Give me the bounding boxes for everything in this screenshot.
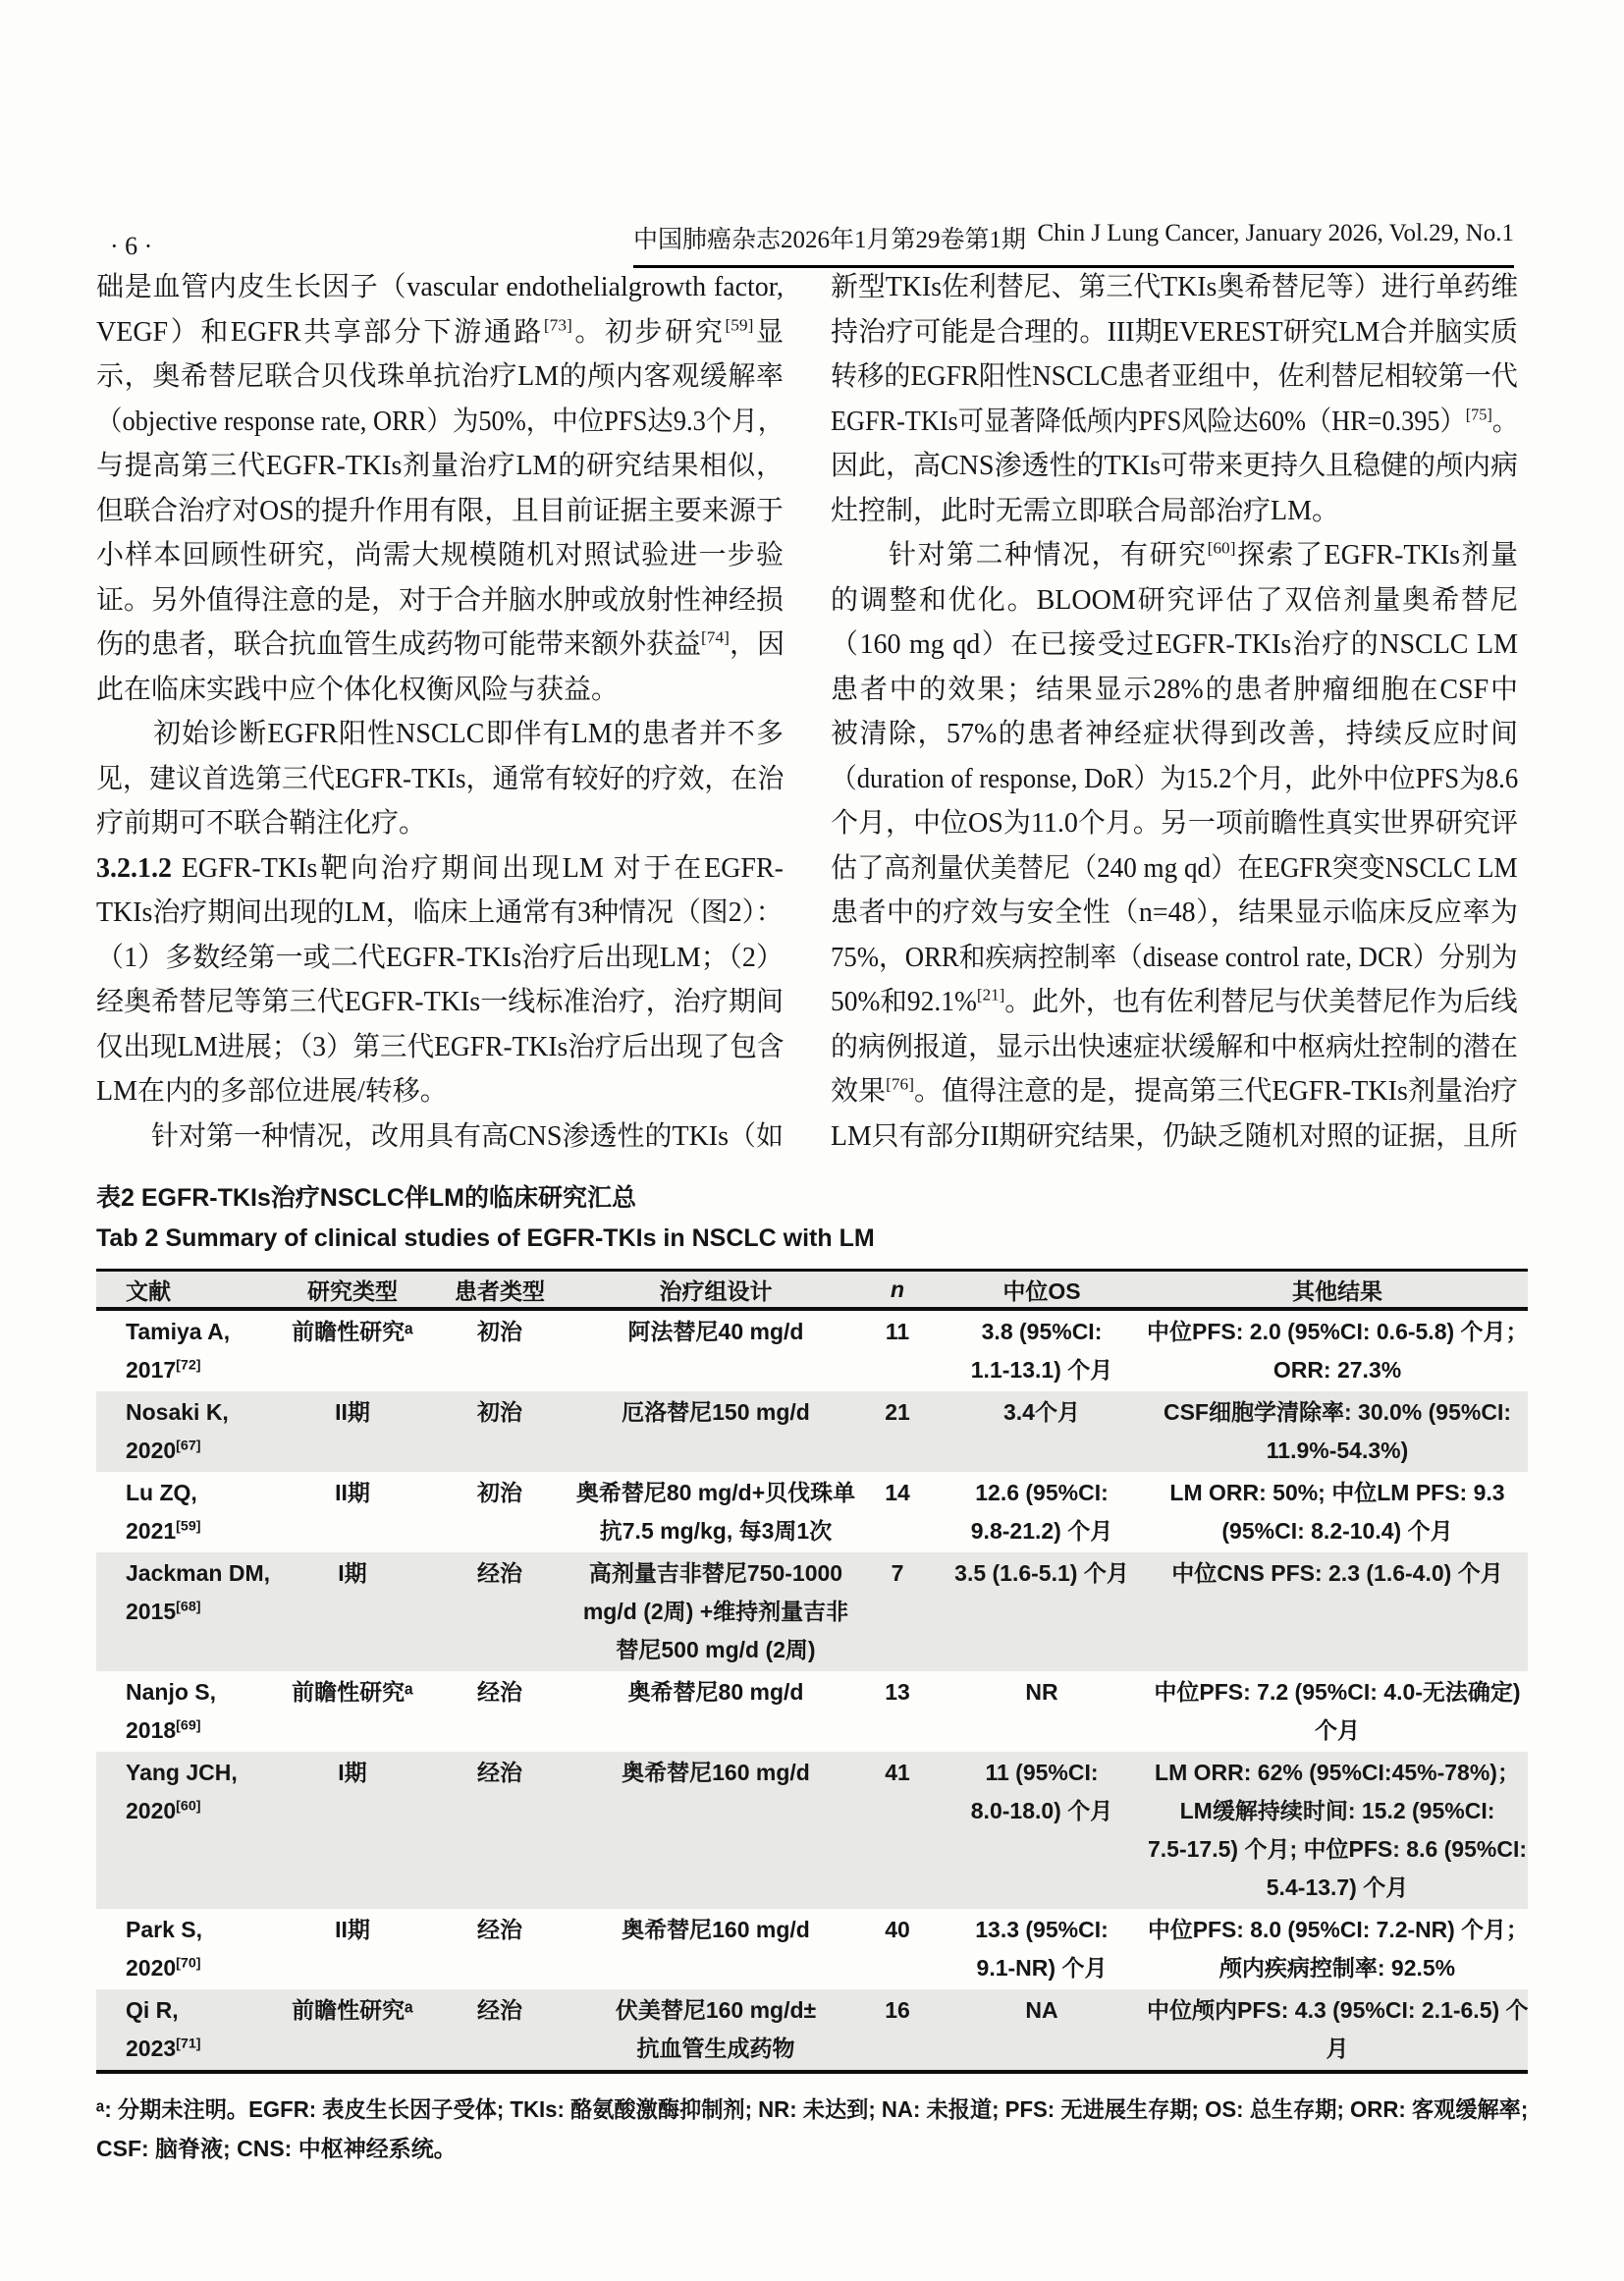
table-cell xyxy=(573,1671,858,1752)
table-cell xyxy=(279,1909,426,1989)
text-line: 前瞻性研究ᵃ xyxy=(292,1997,413,2023)
text-line: 阿法替尼40 mg/d xyxy=(627,1319,804,1344)
text-line: 9.1-NR) 个月 xyxy=(976,1955,1108,1981)
text-line: 前瞻性研究ᵃ xyxy=(292,1679,413,1705)
column-header-treatment-design: 治疗组设计 xyxy=(659,1277,773,1304)
text-line: 与提高第三代EGFR-TKIs剂量治疗LM的研究结果相似， xyxy=(96,451,784,481)
text-line: 2015[68] xyxy=(126,1599,201,1624)
text-line: 11 xyxy=(885,1319,910,1344)
text-line: 患者中的效果；结果显示28%的患者肿瘤细胞在CSF中 xyxy=(831,674,1518,705)
journal-title-en: Chin J Lung Cancer, January 2026, Vol.29, No.1 xyxy=(1037,220,1514,246)
text-line: 持治疗可能是合理的。III期EVEREST研究LM合并脑实质 xyxy=(831,316,1518,348)
table-cell xyxy=(573,1472,858,1552)
table-cell xyxy=(937,1909,1147,1989)
text-line: 奥希替尼160 mg/d xyxy=(622,1760,810,1785)
table-cell xyxy=(96,1989,279,2072)
text-line: 经治 xyxy=(477,1997,522,2023)
table-section xyxy=(96,1182,1528,2168)
table-title-cn: 表2 EGFR-TKIs治疗NSCLC伴LM的临床研究汇总 xyxy=(96,1184,637,1212)
article-body xyxy=(96,265,1528,1159)
text-line: 奥希替尼80 mg/d+贝伐珠单 xyxy=(575,1480,856,1505)
clinical-studies-table xyxy=(96,1269,1528,2074)
table-cell xyxy=(858,1671,937,1752)
text-line: 的病例报道，显示出快速症状缓解和中枢病灶控制的潜在 xyxy=(831,1031,1519,1062)
text-line: ᵃ: 分期未注明。EGFR: 表皮生长因子受体; TKIs: 酪氨酸激酶抑制剂; NR: 未达到; NA: 未报道; PFS: 无进展生存期; OS: 总生存期; ORR: 客观缓解率; xyxy=(96,2096,1529,2122)
table-cell xyxy=(1147,1752,1528,1909)
text-line: mg/d (2周) +维持剂量吉非 xyxy=(582,1599,849,1624)
text-line: TKIs治疗期间出现的LM，临床上通常有3种情况（图2）： xyxy=(96,897,784,928)
text-line: 2020[70] xyxy=(126,1955,201,1981)
table-cell xyxy=(937,1671,1147,1752)
text-line: 40 xyxy=(885,1917,910,1942)
table-title-en: Tab 2 Summary of clinical studies of EGFR-TKIs in NSCLC with LM xyxy=(96,1224,875,1252)
text-line: 中位PFS: 2.0 (95%CI: 0.6-5.8) 个月； xyxy=(1147,1319,1529,1344)
text-line: 因此，高CNS渗透性的TKIs可带来更持久且稳健的颅内病 xyxy=(831,451,1519,481)
text-line: 3.4个月 xyxy=(1003,1399,1080,1425)
text-line: 针对第一种情况，改用具有高CNS渗透性的TKIs（如 xyxy=(96,1120,785,1152)
text-line: 小样本回顾性研究，尚需大规模随机对照试验进一步验 xyxy=(96,540,784,570)
text-line: （objective response rate, ORR）为50%，中位PFS达9.3个月， xyxy=(96,406,785,437)
table-cell xyxy=(279,1472,426,1552)
table-cell xyxy=(96,1309,279,1391)
text-line: （duration of response, DoR）为15.2个月，此外中位PFS为8.6 xyxy=(831,763,1519,794)
text-line: Lu ZQ, xyxy=(126,1480,197,1505)
table-row xyxy=(96,1552,1528,1671)
text-line: Nosaki K, xyxy=(126,1399,229,1425)
text-line: 2023[71] xyxy=(126,2036,201,2061)
table-cell xyxy=(426,1752,573,1909)
right-column xyxy=(831,265,1518,1159)
text-line: 的调整和优化。BLOOM研究评估了双倍剂量奥希替尼 xyxy=(831,584,1518,616)
table-cell xyxy=(573,1909,858,1989)
text-line: 此在临床实践中应个体化权衡风险与获益。 xyxy=(96,674,620,705)
text-line: EGFR-TKIs可显著降低颅内PFS风险达60%（HR=0.395）[75]。 xyxy=(831,405,1519,437)
table-cell xyxy=(279,1989,426,2072)
table-cell xyxy=(426,1989,573,2072)
text-line: LM缓解持续时间: 15.2 (95%CI: xyxy=(1179,1798,1495,1823)
text-line: 示，奥希替尼联合贝伐珠单抗治疗LM的颅内客观缓解率 xyxy=(96,361,784,392)
table-cell xyxy=(1147,1909,1528,1989)
left-column xyxy=(96,265,784,1159)
table-cell xyxy=(426,1552,573,1671)
text-line: 21 xyxy=(885,1399,910,1425)
table-cell xyxy=(96,1752,279,1909)
text-line: 高剂量吉非替尼750-1000 xyxy=(588,1560,843,1586)
column-header-other-results: 其他结果 xyxy=(1292,1277,1382,1304)
text-line: 经治 xyxy=(477,1917,522,1942)
table-row xyxy=(96,1989,1528,2072)
table-cell xyxy=(858,1309,937,1391)
table-cell xyxy=(937,1391,1147,1472)
table-cell xyxy=(858,1752,937,1909)
text-line: 3.2.1.2 EGFR-TKIs靶向治疗期间出现LM 对于在EGFR- xyxy=(96,852,784,884)
text-line: 效果[76]。值得注意的是，提高第三代EGFR-TKIs剂量治疗 xyxy=(831,1074,1518,1107)
text-line: 初治 xyxy=(477,1399,522,1425)
table-cell xyxy=(1147,1989,1528,2072)
table-cell xyxy=(279,1752,426,1909)
text-line: Park S, xyxy=(126,1917,202,1942)
text-line: 2018[69] xyxy=(126,1717,201,1743)
text-line: 2020[60] xyxy=(126,1798,201,1823)
page-number: · 6 · xyxy=(110,232,153,260)
text-line: 疗前期可不联合鞘注化疗。 xyxy=(96,808,427,839)
text-line: 7.5-17.5) 个月; 中位PFS: 8.6 (95%CI: xyxy=(1148,1836,1527,1862)
text-line: CSF: 脑脊液; CNS: 中枢神经系统。 xyxy=(96,2136,457,2161)
text-line: LM ORR: 50%; 中位LM PFS: 9.3 xyxy=(1169,1480,1505,1505)
table-cell xyxy=(279,1552,426,1671)
text-line: 9.8-21.2) 个月 xyxy=(970,1518,1113,1544)
text-line: 7 xyxy=(891,1560,904,1586)
table-cell xyxy=(96,1472,279,1552)
text-line: NA xyxy=(1025,1997,1058,2023)
text-line: 2021[59] xyxy=(126,1518,201,1544)
table-cell xyxy=(937,1472,1147,1552)
text-line: 中位颅内PFS: 4.3 (95%CI: 2.1-6.5) 个 xyxy=(1147,1997,1529,2023)
text-line: 新型TKIs佐利替尼、第三代TKIs奥希替尼等）进行单药维 xyxy=(831,272,1519,302)
table-cell xyxy=(573,1391,858,1472)
text-line: 抗7.5 mg/kg, 每3周1次 xyxy=(599,1518,833,1544)
table-cell xyxy=(573,1552,858,1671)
table-header-row xyxy=(96,1271,1528,1310)
table-body xyxy=(96,1309,1528,2072)
table-cell xyxy=(858,1391,937,1472)
text-line: I期 xyxy=(338,1760,367,1785)
table-cell xyxy=(858,1552,937,1671)
text-line: 础是血管内皮生长因子（vascular endothelialgrowth factor, xyxy=(96,272,784,302)
text-line: 月 xyxy=(1326,2036,1349,2061)
text-line: 12.6 (95%CI: xyxy=(975,1480,1109,1505)
text-line: 替尼500 mg/d (2周) xyxy=(616,1637,816,1662)
text-line: 厄洛替尼150 mg/d xyxy=(622,1399,810,1425)
text-line: 13.3 (95%CI: xyxy=(975,1917,1109,1942)
text-line: （1）多数经第一或二代EGFR-TKIs治疗后出现LM；（2） xyxy=(96,942,784,973)
text-line: II期 xyxy=(335,1399,370,1425)
text-line: 50%和92.1%[21]。此外，也有佐利替尼与伏美替尼作为后线 xyxy=(831,985,1518,1017)
table-cell xyxy=(279,1309,426,1391)
text-line: LM只有部分II期研究结果，仍缺乏随机对照的证据，且所 xyxy=(831,1120,1518,1152)
text-line: 证。另外值得注意的是，对于合并脑水肿或放射性神经损 xyxy=(96,584,785,616)
table-cell xyxy=(1147,1309,1528,1391)
text-line: 初治 xyxy=(477,1319,522,1344)
text-line: NR xyxy=(1025,1679,1058,1705)
table-cell xyxy=(858,1989,937,2072)
table-row xyxy=(96,1309,1528,1391)
text-line: 针对第二种情况，有研究[60]探索了EGFR-TKIs剂量 xyxy=(831,538,1518,570)
table-cell xyxy=(937,1552,1147,1671)
column-header-study-type: 研究类型 xyxy=(307,1277,398,1304)
text-line: (95%CI: 8.2-10.4) 个月 xyxy=(1221,1518,1453,1544)
text-line: 但联合治疗对OS的提升作用有限，且目前证据主要来源于 xyxy=(96,495,784,526)
column-header-median-os: 中位OS xyxy=(1002,1277,1081,1304)
text-line: （160 mg qd）在已接受过EGFR-TKIs治疗的NSCLC LM xyxy=(831,629,1518,660)
table-row xyxy=(96,1752,1528,1909)
text-line: 13 xyxy=(885,1679,910,1705)
text-line: Qi R, xyxy=(126,1997,179,2023)
text-line: 见，建议首选第三代EGFR-TKIs，通常有较好的疗效，在治 xyxy=(96,763,785,794)
table-row xyxy=(96,1671,1528,1752)
table-cell xyxy=(573,1752,858,1909)
table-cell xyxy=(426,1309,573,1391)
text-line: 个月 xyxy=(1315,1717,1360,1743)
table-cell xyxy=(279,1391,426,1472)
text-line: 伤的患者，联合抗血管生成药物可能带来额外获益[74]，因 xyxy=(96,627,785,660)
journal-header xyxy=(633,220,1514,268)
text-line: 奥希替尼160 mg/d xyxy=(622,1917,810,1942)
table-cell xyxy=(937,1309,1147,1391)
text-line: 奥希替尼80 mg/d xyxy=(627,1679,804,1705)
table-cell xyxy=(426,1909,573,1989)
text-line: 8.0-18.0) 个月 xyxy=(970,1798,1113,1823)
text-line: Nanjo S, xyxy=(126,1679,217,1705)
text-line: VEGF）和EGFR共享部分下游通路[73]。初步研究[59]显 xyxy=(96,315,784,348)
text-line: 3.5 (1.6-5.1) 个月 xyxy=(954,1560,1129,1586)
journal-title-cn: 中国肺癌杂志2026年1月第29卷第1期 xyxy=(633,227,1027,253)
table-cell xyxy=(96,1671,279,1752)
text-line: Yang JCH, xyxy=(126,1760,238,1785)
table-cell xyxy=(1147,1671,1528,1752)
table-cell xyxy=(1147,1552,1528,1671)
text-line: 颅内疾病控制率: 92.5% xyxy=(1218,1955,1456,1981)
text-line: 14 xyxy=(885,1480,910,1505)
text-line: 转移的EGFR阳性NSCLC患者亚组中，佐利替尼相较第一代 xyxy=(831,361,1518,392)
text-line: 伏美替尼160 mg/d± xyxy=(615,1997,817,2023)
text-line: 经治 xyxy=(477,1760,522,1785)
text-line: 11.9%-54.3%) xyxy=(1266,1438,1409,1463)
table-cell xyxy=(426,1472,573,1552)
text-line: 个月，中位OS为11.0个月。另一项前瞻性真实世界研究评 xyxy=(831,808,1518,839)
text-line: ORR: 27.3% xyxy=(1272,1357,1402,1383)
text-line: 估了高剂量伏美替尼（240 mg qd）在EGFR突变NSCLC LM xyxy=(831,852,1518,884)
text-line: 灶控制，此时无需立即联合局部治疗LM。 xyxy=(831,495,1340,526)
table-row xyxy=(96,1472,1528,1552)
table-row xyxy=(96,1909,1528,1989)
text-line: 被清除，57%的患者神经症状得到改善，持续反应时间 xyxy=(831,719,1518,749)
text-line: 中位CNS PFS: 2.3 (1.6-4.0) 个月 xyxy=(1171,1560,1503,1586)
table-row xyxy=(96,1391,1528,1472)
table-cell xyxy=(1147,1391,1528,1472)
text-line: 初治 xyxy=(477,1480,522,1505)
table-cell xyxy=(426,1671,573,1752)
text-line: 2017[72] xyxy=(126,1357,201,1383)
table-cell xyxy=(96,1391,279,1472)
table-footnote xyxy=(96,2090,1528,2168)
text-line: LM在内的多部位进展/转移。 xyxy=(96,1076,448,1107)
text-line: 2020[67] xyxy=(126,1438,201,1463)
text-line: 中位PFS: 7.2 (95%CI: 4.0-无法确定) xyxy=(1154,1679,1521,1705)
text-line: I期 xyxy=(338,1560,367,1586)
text-line: Tamiya A, xyxy=(126,1319,231,1344)
table-cell xyxy=(858,1909,937,1989)
text-line: 3.8 (95%CI: xyxy=(981,1319,1103,1344)
table-cell xyxy=(573,1989,858,2072)
text-line: II期 xyxy=(335,1917,370,1942)
table-cell xyxy=(279,1671,426,1752)
text-line: 经奥希替尼等第三代EGFR-TKIs一线标准治疗，治疗期间 xyxy=(96,987,784,1017)
text-line: 1.1-13.1) 个月 xyxy=(970,1357,1113,1383)
text-line: Jackman DM, xyxy=(126,1560,271,1586)
text-line: 16 xyxy=(885,1997,910,2023)
text-line: 仅出现LM进展；（3）第三代EGFR-TKIs治疗后出现了包含 xyxy=(96,1031,785,1062)
text-line: 中位PFS: 8.0 (95%CI: 7.2-NR) 个月； xyxy=(1147,1917,1529,1942)
text-line: 经治 xyxy=(477,1560,522,1586)
table-cell xyxy=(937,1989,1147,2072)
table-cell xyxy=(1147,1472,1528,1552)
column-header-patient-type: 患者类型 xyxy=(455,1277,545,1304)
text-line: 初始诊断EGFR阳性NSCLC即伴有LM的患者并不多 xyxy=(96,719,784,749)
text-line: 抗血管生成药物 xyxy=(636,2036,795,2061)
text-line: 75%，ORR和疾病控制率（disease control rate, DCR）分别为 xyxy=(831,942,1518,973)
table-cell xyxy=(96,1909,279,1989)
text-line: 41 xyxy=(885,1760,910,1785)
table-cell xyxy=(858,1472,937,1552)
table-cell xyxy=(96,1552,279,1671)
text-line: CSF细胞学清除率: 30.0% (95%CI: xyxy=(1163,1399,1511,1425)
text-line: 5.4-13.7) 个月 xyxy=(1266,1874,1409,1900)
text-line: 前瞻性研究ᵃ xyxy=(292,1319,413,1344)
text-line: LM ORR: 62% (95%CI:45%-78%)； xyxy=(1155,1760,1520,1785)
text-line: 患者中的疗效与安全性（n=48），结果显示临床反应率为 xyxy=(831,897,1518,928)
text-line: 经治 xyxy=(477,1679,522,1705)
table-cell xyxy=(426,1391,573,1472)
text-line: 11 (95%CI: xyxy=(985,1760,1099,1785)
table-cell xyxy=(573,1309,858,1391)
column-header-reference: 文献 xyxy=(126,1277,171,1304)
column-header-n: n xyxy=(890,1276,905,1302)
text-line: II期 xyxy=(335,1480,370,1505)
table-cell xyxy=(937,1752,1147,1909)
